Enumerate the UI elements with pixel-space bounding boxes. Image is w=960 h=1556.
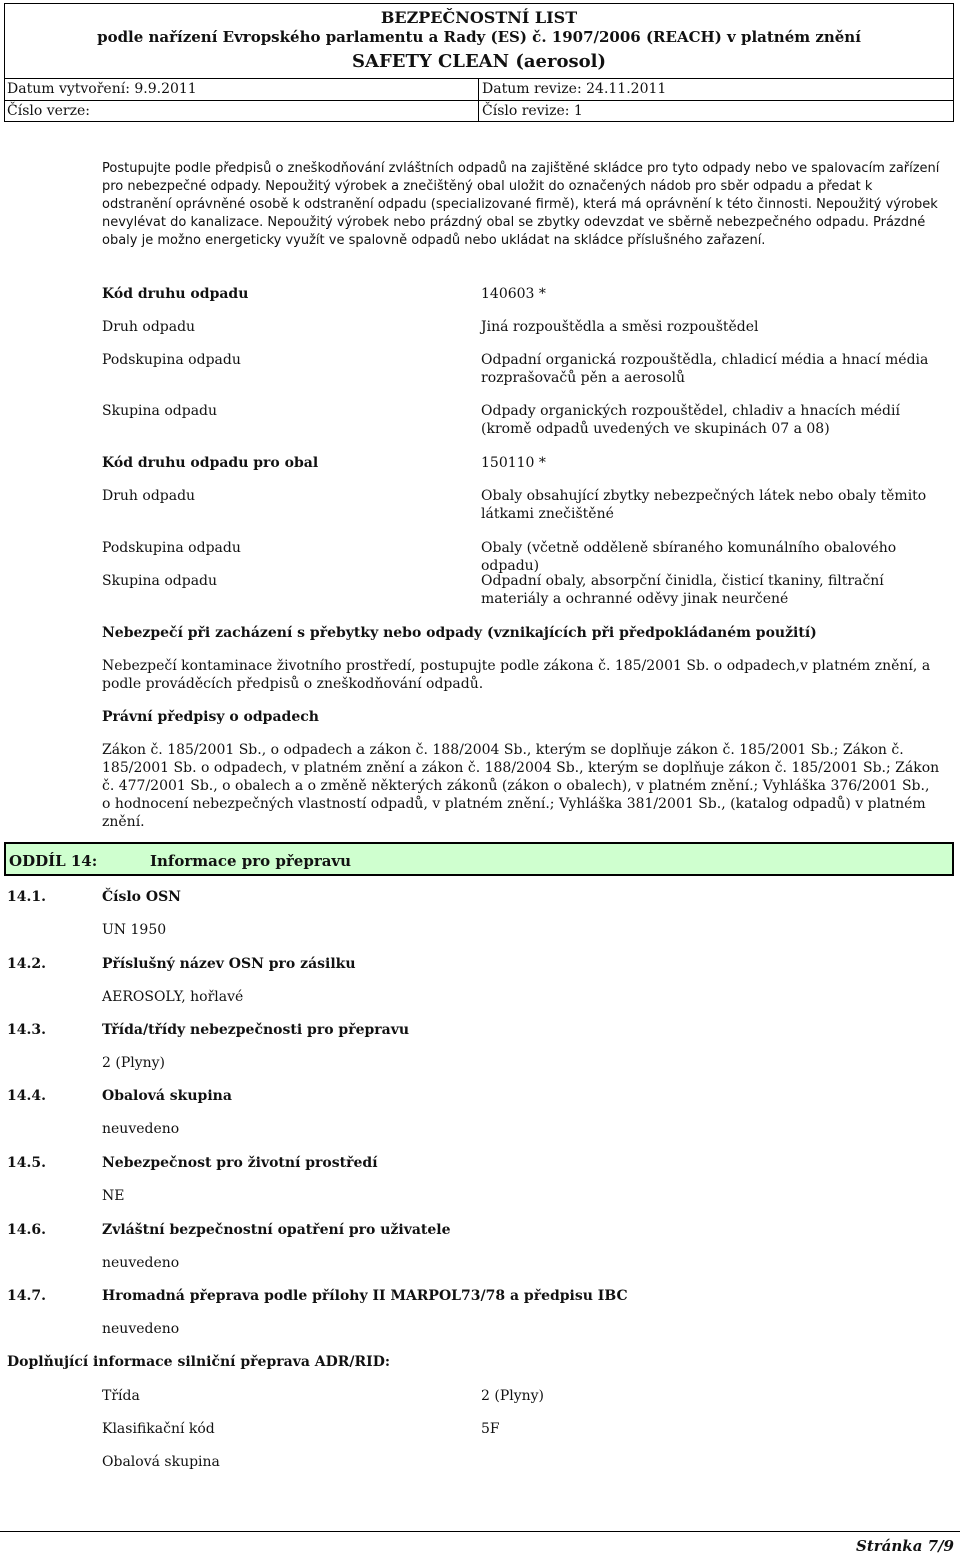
disposal-instructions: Postupujte podle předpisů o zneškodňování zvláštních odpadů na zajištěné skládce pro tyto odpady nebo ve spalovacím zařízení pro nebezpečné odpady. Nepoužitý výrobek a znečištěný obal uložit do označených nádob pro sběr odpadu a předat k odstranění oprávněné osobě k odstranění odpadu (specializované firmě), která má oprávnění k této činnosti. Nepoužitý výrobek nevylévat do kanalizace. Nepoužitý výrobek nebo prázdný obal se zbytky odevzdat ve sběrně nebezpečného odpadu. Prázdné obaly je možno energeticky využít ve spalovně odpadů nebo ukládat na skládce příslušného zařazení. (102, 161, 940, 248)
item-value: neuvedeno (102, 1321, 180, 1337)
created-date: Datum vytvoření: 9.9.2011 (7, 81, 197, 97)
adr-value: 5F (481, 1421, 500, 1437)
item-value: UN 1950 (102, 922, 167, 938)
footer-divider (0, 1531, 960, 1532)
waste-subgroup-value: Odpadní organická rozpouštědla, chladicí média a hnací média rozprašovačů pěn a aerosolů (481, 352, 929, 386)
item-value: AEROSOLY, hořlavé (102, 989, 244, 1005)
item-title: Třída/třídy nebezpečnosti pro přepravu (102, 1022, 410, 1038)
regulation-line: podle nařízení Evropského parlamentu a Rady (ES) č. 1907/2006 (REACH) v platném znění (97, 28, 861, 46)
section-label: ODDÍL 14: (9, 852, 98, 870)
item-number: 14.2. (7, 956, 46, 972)
packaging-code-value: 150110 * (481, 455, 546, 471)
packaging-subgroup-label: Podskupina odpadu (102, 540, 241, 556)
revision-number: Číslo revize: 1 (482, 103, 583, 119)
item-value: NE (102, 1188, 125, 1204)
item-number: 14.3. (7, 1022, 46, 1038)
adr-label: Obalová skupina (102, 1454, 220, 1470)
item-number: 14.5. (7, 1155, 46, 1171)
header-divider (5, 78, 953, 79)
packaging-type-label: Druh odpadu (102, 488, 196, 504)
item-title: Nebezpečnost pro životní prostředí (102, 1155, 378, 1171)
packaging-code-label: Kód druhu odpadu pro obal (102, 455, 319, 471)
item-value: neuvedeno (102, 1255, 180, 1271)
item-title: Příslušný název OSN pro zásilku (102, 956, 356, 972)
item-title: Číslo OSN (102, 889, 181, 905)
hazard-text: Nebezpečí kontaminace životního prostředí, postupujte podle zákona č. 185/2001 Sb. o odpadech,v platném znění, a podle prováděcích předpisů o zneškodňování odpadů. (102, 658, 931, 692)
item-value: 2 (Plyny) (102, 1055, 166, 1071)
item-title: Zvláštní bezpečnostní opatření pro uživatele (102, 1222, 451, 1238)
item-number: 14.4. (7, 1088, 46, 1104)
item-title: Hromadná přeprava podle přílohy II MARPOL73/78 a předpisu IBC (102, 1288, 628, 1304)
item-number: 14.7. (7, 1288, 46, 1304)
packaging-type-value: Obaly obsahující zbytky nebezpečných látek nebo obaly těmito látkami znečištěné (481, 488, 927, 522)
law-heading: Právní předpisy o odpadech (102, 709, 319, 725)
adr-label: Třída (102, 1388, 140, 1404)
adr-heading: Doplňující informace silniční přeprava ADR/RID: (7, 1354, 391, 1370)
item-value: neuvedeno (102, 1121, 180, 1137)
section-title: Informace pro přepravu (150, 852, 352, 870)
version-number: Číslo verze: (7, 103, 90, 119)
header-divider (5, 100, 953, 101)
waste-code-value: 140603 * (481, 286, 546, 302)
revision-date: Datum revize: 24.11.2011 (482, 81, 667, 97)
header-column-divider (478, 78, 479, 122)
item-number: 14.6. (7, 1222, 46, 1238)
waste-type-label: Druh odpadu (102, 319, 196, 335)
waste-code-label: Kód druhu odpadu (102, 286, 249, 302)
adr-value: 2 (Plyny) (481, 1388, 545, 1404)
waste-group-label: Skupina odpadu (102, 403, 218, 419)
hazard-heading: Nebezpečí při zacházení s přebytky nebo odpady (vznikajících při předpokládaném použití) (102, 625, 817, 641)
waste-group-value: Odpady organických rozpouštědel, chladiv a hnacích médií (kromě odpadů uvedených ve skupinách 07 a 08) (481, 403, 900, 437)
document-title: BEZPEČNOSTNÍ LIST (380, 8, 578, 27)
page-number: Stránka 7/9 (856, 1537, 954, 1555)
waste-subgroup-label: Podskupina odpadu (102, 352, 241, 368)
packaging-subgroup-value: Obaly (včetně odděleně sbíraného komunálního obalového odpadu) (481, 540, 897, 574)
item-title: Obalová skupina (102, 1088, 232, 1104)
document-header (4, 3, 954, 122)
product-name: SAFETY CLEAN (aerosol) (352, 51, 606, 72)
packaging-group-value: Odpadní obaly, absorpční činidla, čisticí tkaniny, filtrační materiály a ochranné oděvy jinak neurčené (481, 573, 884, 607)
section-14-header (4, 842, 954, 876)
packaging-group-label: Skupina odpadu (102, 573, 218, 589)
waste-type-value: Jiná rozpouštědla a směsi rozpouštědel (481, 319, 759, 335)
adr-label: Klasifikační kód (102, 1421, 215, 1437)
law-text: Zákon č. 185/2001 Sb., o odpadech a zákon č. 188/2004 Sb., kterým se doplňuje zákon č. 185/2001 Sb.; Zákon č. 185/2001 Sb. o odpadech, v platném znění a zákon č. 188/2004 Sb., kterým se doplňuje zákon č. 185/2001 Sb.; Zákon č. 477/2001 Sb., o obalech a o změně některých zákonů (zákon o obalech), v platném znění.; Vyhláška 376/2001 Sb., o hodnocení nebezpečných vlastností odpadů, v platném znění.; Vyhláška 381/2001 Sb., (katalog odpadů) v platném znění. (102, 742, 940, 830)
item-number: 14.1. (7, 889, 46, 905)
